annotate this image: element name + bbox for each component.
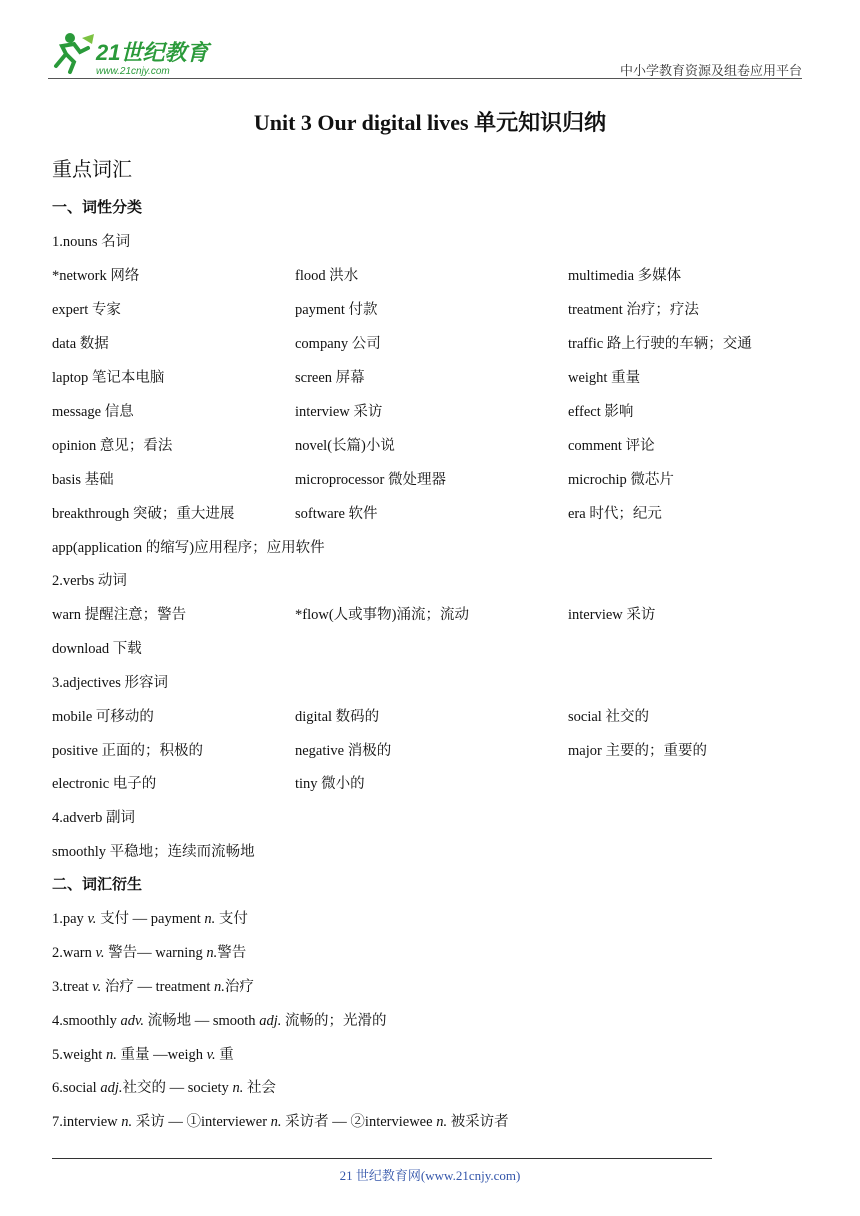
- word-cell: negative 消极的: [295, 743, 392, 759]
- section-heading: 重点词汇: [52, 159, 132, 181]
- part2-heading: 二、词汇衍生: [52, 877, 143, 893]
- derivation-item: 7.interview n. 采访 — ①interviewer n. 采访者 — ②interviewee n. 被采访者: [52, 1114, 509, 1130]
- word-cell: treatment 治疗；疗法: [568, 302, 699, 318]
- word-cell: software 软件: [295, 506, 378, 522]
- derivation-item: 2.warn v. 警告— warning n.警告: [52, 945, 247, 961]
- word-cell: traffic 路上行驶的车辆；交通: [568, 336, 752, 352]
- word-cell: flood 洪水: [295, 268, 359, 284]
- verbs-extra: download 下载: [52, 641, 142, 657]
- logo: [48, 28, 238, 80]
- word-cell: major 主要的；重要的: [568, 743, 707, 759]
- word-cell: company 公司: [295, 336, 381, 352]
- derivation-item: 1.pay v. 支付 — payment n. 支付: [52, 911, 248, 927]
- word-cell: mobile 可移动的: [52, 709, 154, 725]
- header-platform-text: 中小学教育资源及组卷应用平台: [619, 63, 802, 78]
- word-cell: era 时代；纪元: [568, 506, 662, 522]
- word-cell: message 信息: [52, 404, 134, 420]
- word-cell: effect 影响: [568, 404, 634, 420]
- word-cell: tiny 微小的: [295, 776, 365, 792]
- verbs-label: 2.verbs 动词: [52, 573, 127, 589]
- nouns-extra: app(application 的缩写)应用程序；应用软件: [52, 540, 325, 556]
- word-cell: breakthrough 突破；重大进展: [52, 506, 235, 522]
- adjectives-label: 3.adjectives 形容词: [52, 675, 168, 691]
- document-title: Unit 3 Our digital lives 单元知识归纳: [253, 110, 607, 135]
- word-cell: payment 付款: [295, 302, 378, 318]
- word-cell: screen 屏幕: [295, 370, 365, 386]
- nouns-label: 1.nouns 名词: [52, 234, 131, 250]
- word-cell: *network 网络: [52, 268, 140, 284]
- page-header: [0, 0, 860, 80]
- word-cell: laptop 笔记本电脑: [52, 370, 165, 386]
- header-divider: [48, 78, 802, 79]
- word-cell: electronic 电子的: [52, 776, 157, 792]
- derivation-item: 5.weight n. 重量 —weigh v. 重: [52, 1047, 234, 1063]
- word-cell: *flow(人或事物)涌流；流动: [295, 607, 469, 623]
- word-cell: multimedia 多媒体: [568, 268, 682, 284]
- word-cell: positive 正面的；积极的: [52, 743, 204, 759]
- part1-heading: 一、词性分类: [52, 200, 143, 216]
- word-cell: microprocessor 微处理器: [295, 472, 447, 488]
- logo-text: 21世纪教育: [96, 40, 209, 65]
- logo-url: www.21cnjy.com: [96, 66, 170, 77]
- footer-text: 21 世纪教育网(www.21cnjy.com): [339, 1168, 521, 1183]
- word-cell: basis 基础: [52, 472, 114, 488]
- word-cell: social 社交的: [568, 709, 649, 725]
- word-cell: warn 提醒注意；警告: [52, 607, 187, 623]
- word-cell: weight 重量: [568, 370, 641, 386]
- adverb-line: smoothly 平稳地；连续而流畅地: [52, 844, 255, 860]
- word-cell: data 数据: [52, 336, 109, 352]
- derivation-item: 3.treat v. 治疗 — treatment n.治疗: [52, 979, 254, 995]
- word-cell: digital 数码的: [295, 709, 380, 725]
- word-cell: interview 采访: [568, 607, 656, 623]
- derivation-item: 4.smoothly adv. 流畅地 — smooth adj. 流畅的；光滑的: [52, 1013, 387, 1029]
- derivation-item: 6.social adj.社交的 — society n. 社会: [52, 1080, 276, 1096]
- word-cell: microchip 微芯片: [568, 472, 674, 488]
- adverb-label: 4.adverb 副词: [52, 810, 135, 826]
- word-cell: comment 评论: [568, 438, 655, 454]
- word-cell: opinion 意见；看法: [52, 438, 173, 454]
- word-cell: novel(长篇)小说: [295, 438, 395, 454]
- footer-divider: [52, 1158, 712, 1159]
- word-cell: interview 采访: [295, 404, 383, 420]
- word-cell: expert 专家: [52, 302, 121, 318]
